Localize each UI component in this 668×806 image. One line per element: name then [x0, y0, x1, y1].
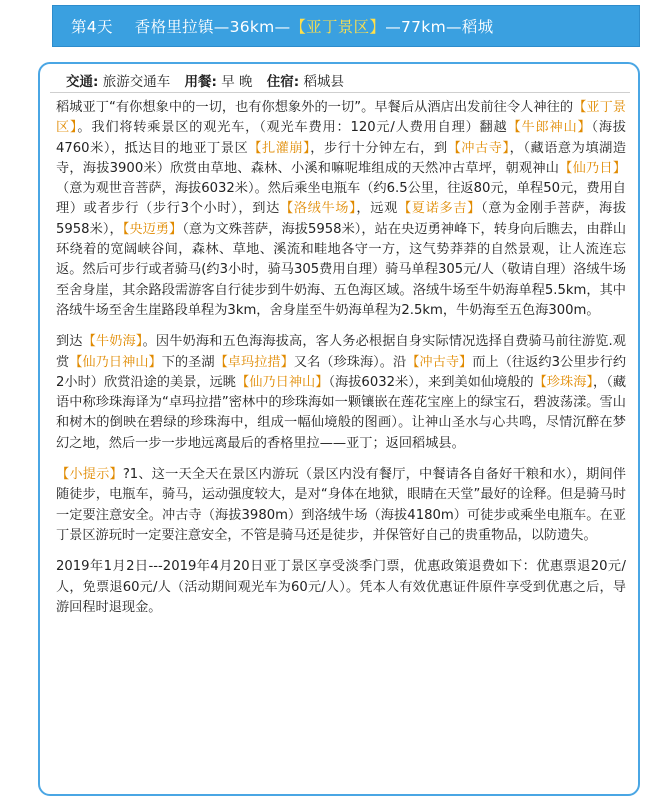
highlight-term: 【仙乃日神山】: [236, 374, 329, 390]
paragraph: [56, 98, 626, 321]
traffic-label: 交通:: [66, 74, 99, 90]
day-header: [52, 5, 640, 47]
paragraph-text: 2019年1月2日---2019年4月20日亚丁景区享受淡季门票，优惠政策退费如下：优惠票退20元/人，免票退60元/人（活动期间观光车为60元/人）。凭本人有效优惠证件原件享受到优惠之后，导游回程时退现金。: [56, 559, 626, 615]
paragraph-text: 到达: [56, 334, 83, 350]
highlight-term: 【小提示】: [56, 467, 123, 483]
paragraph-text: （意为金刚手菩萨，海拔5958米），: [56, 201, 627, 237]
highlight-term: 【洛绒牛场】: [279, 201, 357, 217]
highlight-term: 【珍珠海】: [533, 374, 594, 390]
paragraph-text: ，远观: [356, 201, 398, 217]
traffic-value: 旅游交通车: [102, 74, 171, 90]
highlight-term: 【仙乃日】: [559, 160, 627, 176]
meal-label: 用餐:: [184, 74, 217, 90]
paragraph-text: 稻城亚丁“有你想象中的一切，也有你想象外的一切”。早餐后从酒店出发前往令人神往的: [56, 100, 574, 115]
paragraph-text: ，步行十分钟左右，到: [310, 140, 448, 156]
paragraph: [56, 332, 626, 454]
route-highlight: 【亚丁景区】: [290, 18, 386, 36]
paragraph-text: 下的圣湖: [161, 354, 215, 370]
highlight-term: 【牛奶海】: [82, 334, 143, 350]
stay-value: 稻城县: [303, 74, 344, 90]
paragraph-text: （海拔6032米），来到美如仙境般的: [328, 374, 534, 390]
paragraph-text: 。我们将转乘景区的观光车，（观光车费用：120元/人费用自理）翻越: [77, 120, 508, 136]
highlight-term: 【牛郎神山】: [507, 120, 592, 136]
paragraph: [56, 465, 626, 546]
day-label: 第4天: [71, 18, 113, 36]
paragraph-text: （意为文殊菩萨，海拔5958米），站在央迈勇神峰下，转身向后瞧去，由群山环绕着的宽阔峡谷间，森林、草地、溪流和畦地各守一方，这气势莽莽的自然景观，让人流连忘返。然后可步行或者骑马(约3小时，骑马305费用自理）骑马单程305元/人（敬请自理）洛绒牛场至舍身崖，其余路段需游客自行徒步到牛奶海、五色海区域。洛绒牛场至牛奶海单程5.5km，其中洛绒牛场至舍生崖路段单程为3km，舍身崖至牛奶海单程为2.5km，牛奶海至五色海300m。: [56, 221, 627, 318]
paragraph-text: 而上（往返约3公里步行约2小时）欣赏沿途的美景，远眺: [56, 354, 627, 390]
highlight-term: 【央迈勇】: [122, 221, 183, 237]
paragraph-text: 。因牛奶海和五色海海拔高，客人务必根据自身实际情况选择自费骑马前往游览.观赏: [56, 334, 626, 370]
highlight-term: 【扎灌崩】: [248, 140, 311, 156]
itinerary-content: [56, 98, 626, 629]
itinerary-card: [38, 62, 640, 796]
paragraph: [56, 557, 626, 618]
paragraph-text: （海拔4760米），抵达目的地亚丁景区: [56, 120, 626, 156]
paragraph-text: ，（藏语中称珍珠海译为“卓玛拉措”密林中的珍珠海如一颗镶嵌在莲花宝座上的绿宝石，碧波荡漾。雪山和树木的倒映在碧绿的珍珠海中，组成一幅仙境般的图画）。让神山圣水与心共鸣，尽情沉醉在梦幻之地，然后一步一步地远离最后的香格里拉——亚丁；返回稻城县。: [56, 374, 627, 451]
highlight-term: 【冲古寺】: [447, 140, 510, 156]
highlight-term: 【夏诺多吉】: [397, 201, 481, 217]
route-title: [135, 15, 494, 37]
paragraph-text: 又名（珍珠海）。沿: [293, 354, 407, 370]
route-text: 香格里拉镇—36km—: [134, 18, 291, 36]
meta-row: [66, 70, 344, 90]
meal-value: 早 晚: [221, 74, 253, 90]
paragraph-text: （意为观世音菩萨，海拔6032米）。然后乘坐电瓶车（约6.5公里，往返80元，单程50元，费用自理）或者步行（步行3个小时），到达: [56, 181, 626, 217]
stay-label: 住宿:: [266, 74, 300, 90]
meta-divider: [50, 92, 630, 93]
paragraph-text: ?1、这一天全天在景区内游玩（景区内没有餐厅，中餐请各自备好干粮和水），期间伴随徒步，电瓶车，骑马，运动强度较大，是对“身体在地狱，眼睛在天堂”最好的诠释。但是骑马时一定要注意安全。冲古寺（海拔3980m）到洛绒牛场（海拔4180m）可徒步或乘坐电瓶车。在亚丁景区游玩时一定要注意安全，不管是骑马还是徒步，并保管好自己的贵重物品，以防遗失。: [56, 467, 626, 543]
highlight-term: 【冲古寺】: [406, 354, 473, 370]
route-text: —77km—稻城: [385, 18, 494, 36]
highlight-term: 【卓玛拉措】: [214, 354, 294, 370]
paragraph-text: ，（藏语意为填湖造寺，海拔3900米）欣赏由草地、森林、小溪和嘛呢堆组成的天然冲古草坪，朝观神山: [56, 140, 627, 176]
highlight-term: 【亚丁景区】: [56, 100, 626, 136]
highlight-term: 【仙乃日神山】: [69, 354, 162, 370]
